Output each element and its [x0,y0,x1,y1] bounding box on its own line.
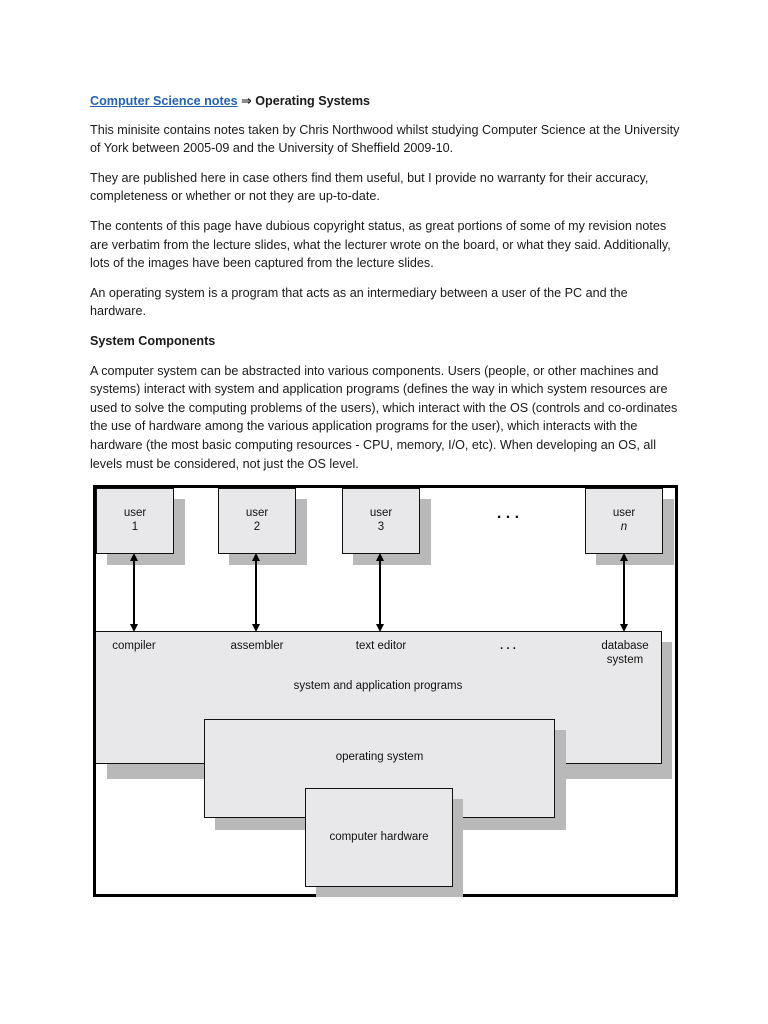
page-title: Operating Systems [255,94,371,108]
breadcrumb-link-cs-notes[interactable]: Computer Science notes [90,94,238,108]
user-3-label: user 3 [369,507,393,533]
copyright-paragraph: The contents of this page have dubious copyright status, as great portions of some of my revision notes are verbatim from the lecture slides, what the lecturer wrote on the board, or what they said. Additionally, lots of the images have been captured from the lecture slides. [90,218,671,271]
breadcrumb [90,92,680,111]
program-database-system: database system [601,640,649,666]
user-n-label: user n [612,507,636,533]
section-heading: System Components [90,333,216,348]
user-1-label: user 1 [123,507,147,533]
program-assembler: assembler [230,640,284,652]
programs-ellipsis: . . . [500,640,516,652]
publish-paragraph: They are published here in case others find them useful, but I provide no warranty for their accuracy, completeness or whether or not they are up-to-date. [90,170,649,204]
os-layer-label: operating system [335,751,424,763]
section-paragraph: A computer system can be abstracted into various components. Users (people, or other machines and systems) interact with system and application programs (defines the way in which system resources are used to solve the computing problems of the users), which interact with the OS (controls and co-ordinates the use of hardware among the various application programs for the user), which interacts with the hardware (the most basic computing resources - CPU, memory, I/O, etc). When developing an OS, all levels must be considered, not just the OS level. [90,363,678,471]
intro-paragraph: This minisite contains notes taken by Chris Northwood whilst studying Computer Science at the University of York between 2005-09 and the University of Sheffield 2009-10. [90,122,680,156]
hardware-layer-label: computer hardware [329,831,429,843]
system-components-diagram [93,485,678,897]
user-program-arrows [93,485,678,645]
breadcrumb-separator: ⇒ [237,94,256,108]
program-compiler: compiler [112,640,156,652]
users-ellipsis: . . . [496,505,520,522]
document-body [90,92,680,484]
definition-paragraph: An operating system is a program that acts as an intermediary between a user of the PC and the hardware. [90,285,628,319]
user-2-label: user 2 [245,507,269,533]
programs-layer-label: system and application programs [293,680,463,692]
program-text-editor: text editor [355,640,407,652]
